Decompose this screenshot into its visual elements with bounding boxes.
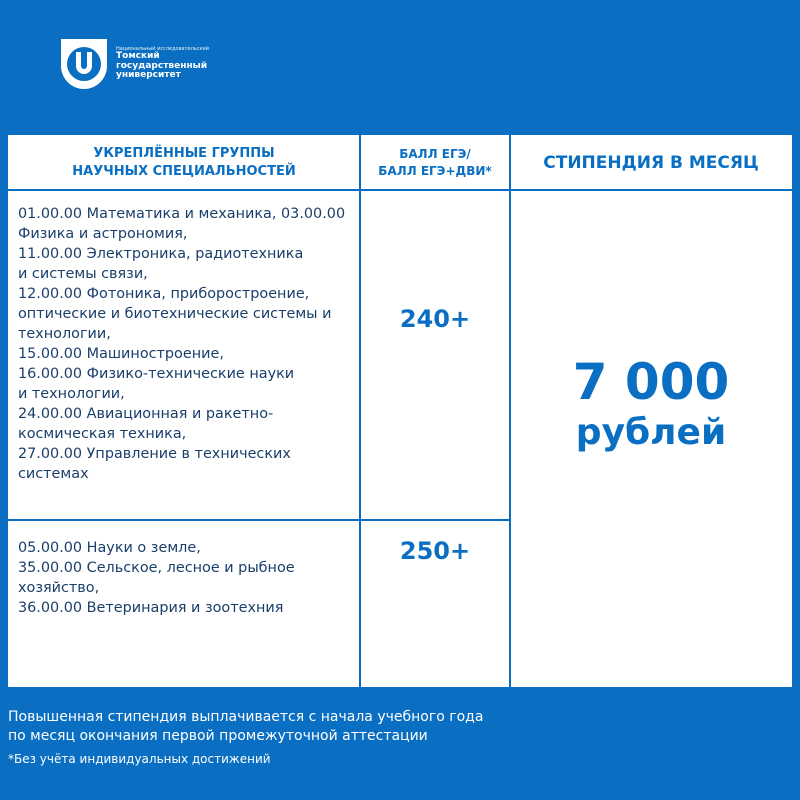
list-item: 16.00.00 Физико-технические науки xyxy=(18,366,295,383)
list-item: 27.00.00 Управление в технических xyxy=(18,446,291,463)
university-logo xyxy=(58,36,209,92)
list-item: хозяйство, xyxy=(18,580,100,597)
list-item: Физика и астрономия, xyxy=(18,226,188,243)
header-specialties-line1: УКРЕПЛЁННЫЕ ГРУППЫ xyxy=(93,145,275,161)
list-item: 36.00.00 Ветеринария и зоотехния xyxy=(18,600,284,617)
logo-line-3: университет xyxy=(116,70,181,81)
stipend-amount xyxy=(510,353,792,453)
list-item: космическая техника, xyxy=(18,426,187,443)
list-item: системах xyxy=(18,466,89,483)
list-item: 12.00.00 Фотоника, приборостроение, xyxy=(18,286,310,303)
list-item: и системы связи, xyxy=(18,266,148,283)
logo-subtitle: Национальный исследовательский xyxy=(116,46,210,53)
footer-note xyxy=(8,708,483,745)
stipend-table xyxy=(8,135,792,687)
header-specialties xyxy=(8,135,360,190)
list-item: оптические и биотехнические системы и xyxy=(18,306,332,323)
list-item: и технологии, xyxy=(18,386,125,403)
table-row-2-specialties xyxy=(8,520,360,687)
header-score xyxy=(360,135,510,190)
stipend-amount-value: 7 000 xyxy=(572,353,730,411)
header-specialties-line2: НАУЧНЫХ СПЕЦИАЛЬНОСТЕЙ xyxy=(72,163,296,179)
list-item: 35.00.00 Сельское, лесное и рыбное xyxy=(18,560,295,577)
logo-line-1: Томский xyxy=(116,51,160,62)
table-row-2-score: 250+ xyxy=(399,537,471,565)
university-emblem-icon xyxy=(58,36,110,92)
logo-line-2: государственный xyxy=(116,60,208,71)
table-row-1-specialties xyxy=(8,190,360,520)
footnote: *Без учёта индивидуальных достижений xyxy=(8,752,271,766)
list-item: 24.00.00 Авиационная и ракетно- xyxy=(18,406,274,423)
stipend-amount-unit: рублей xyxy=(575,412,727,453)
list-item: 05.00.00 Науки о земле, xyxy=(18,540,201,556)
list-item: 11.00.00 Электроника, радиотехника xyxy=(18,246,304,263)
header-score-line2: БАЛЛ ЕГЭ+ДВИ* xyxy=(378,163,492,178)
table-row-1-score: 240+ xyxy=(399,305,471,333)
footer-line-2: по месяц окончания первой промежуточной аттестации xyxy=(8,727,428,744)
list-item: 01.00.00 Математика и механика, 03.00.00 xyxy=(18,206,346,222)
list-item: 15.00.00 Машиностроение, xyxy=(18,346,224,363)
header-score-line1: БАЛЛ ЕГЭ/ xyxy=(399,147,471,162)
footer-line-1: Повышенная стипендия выплачивается с начала учебного года xyxy=(8,709,484,725)
list-item: технологии, xyxy=(18,326,111,343)
header-stipend: СТИПЕНДИЯ В МЕСЯЦ xyxy=(543,152,759,173)
